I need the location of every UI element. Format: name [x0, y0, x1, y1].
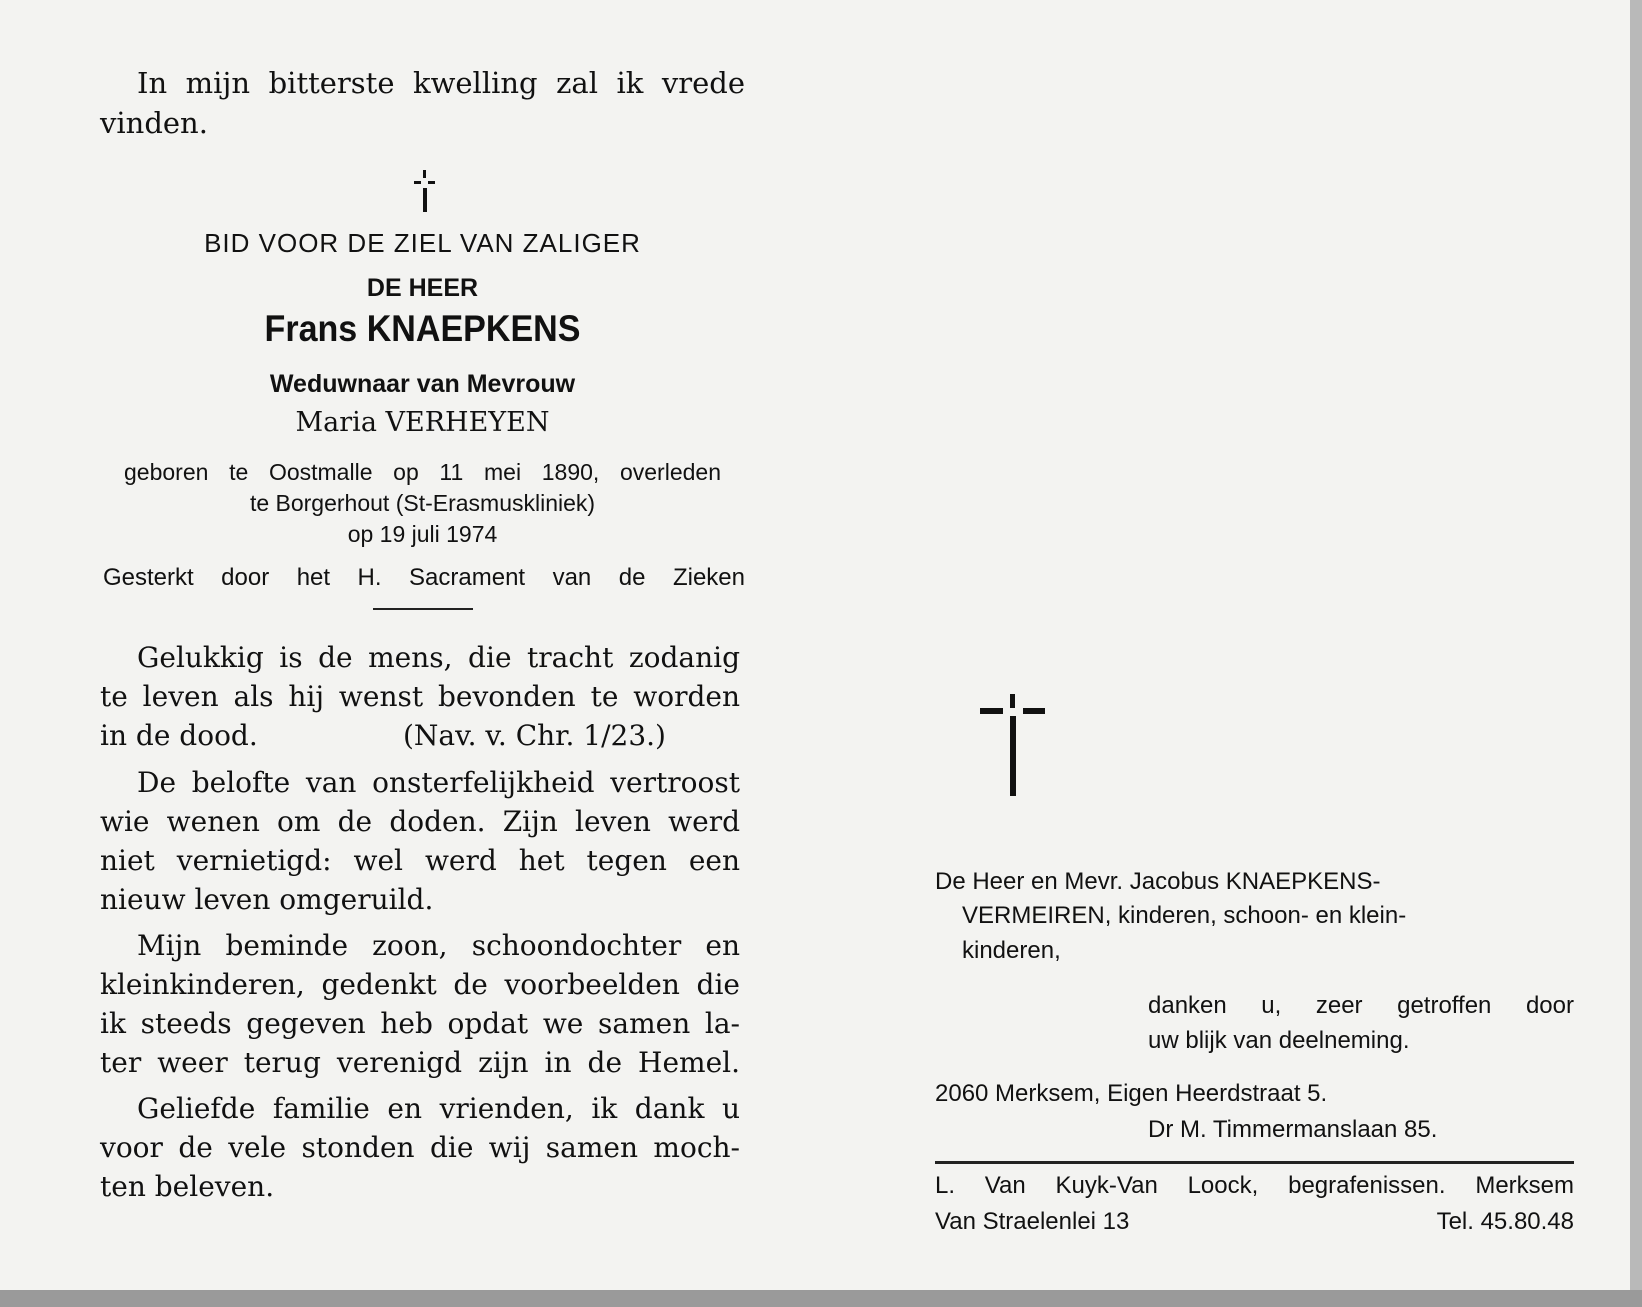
- undertaker-phone: Tel. 45.80.48: [1436, 1208, 1574, 1235]
- verse-p2-l3: niet vernietigd: wel werd het tegen een: [100, 844, 740, 877]
- verse-p3-l3: ik steeds gegeven heb opdat we samen la-: [100, 1007, 740, 1040]
- scan-edge-bottom: [0, 1290, 1642, 1307]
- verse-p3-l2: kleinkinderen, gedenkt de voorbeelden die: [100, 968, 740, 1001]
- verse-p4-l1: Geliefde familie en vrienden, ik dank u: [137, 1092, 740, 1125]
- scan-edge-right: [1630, 0, 1642, 1290]
- thanks-line-1: danken u, zeer getroffen door: [1148, 992, 1574, 1019]
- verse-p3-l1: Mijn beminde zoon, schoondochter en: [137, 929, 740, 962]
- spouse-name: Maria VERHEYEN: [295, 407, 550, 438]
- verse-p2-l2: wie wenen om de doden. Zijn leven werd: [100, 805, 740, 838]
- verse-p2-l4: nieuw leven omgeruild.: [100, 883, 434, 916]
- honorific: DE HEER: [366, 274, 479, 302]
- address-line-1: 2060 Merksem, Eigen Heerdstraat 5.: [935, 1080, 1328, 1107]
- large-cross-icon: [978, 692, 1048, 800]
- quote-line-2: vinden.: [100, 106, 208, 140]
- bio-line-1: geboren te Oostmalle op 11 mei 1890, overleden: [124, 459, 721, 485]
- verse-p2-l1: De belofte van onsterfelijkheid vertroost: [137, 766, 740, 799]
- verse-p1-l1: Gelukkig is de mens, die tracht zodanig: [137, 641, 740, 674]
- small-cross-icon: [410, 170, 440, 215]
- undertaker-street: Van Straelenlei 13: [935, 1208, 1130, 1235]
- verse-p4-l3: ten beleven.: [100, 1170, 275, 1203]
- widower-of: Weduwnaar van Mevrouw: [269, 370, 576, 398]
- family-line-2: VERMEIREN, kinderen, schoon- en klein-: [962, 902, 1407, 929]
- address-line-2: Dr M. Timmermanslaan 85.: [1148, 1116, 1438, 1143]
- prayer-heading: BID VOOR DE ZIEL VAN ZALIGER: [204, 228, 641, 258]
- family-line-3: kinderen,: [962, 937, 1061, 964]
- divider: [373, 608, 473, 610]
- footer-rule: [935, 1161, 1574, 1164]
- undertaker-line-1: L. Van Kuyk-Van Loock, begrafenissen. Merksem: [935, 1172, 1574, 1199]
- verse-p1-l2: te leven als hij wenst bevonden te worden: [100, 680, 740, 713]
- thanks-line-2: uw blijk van deelneming.: [1148, 1027, 1410, 1054]
- deceased-name: Frans KNAEPKENS: [264, 308, 581, 349]
- family-line-1: De Heer en Mevr. Jacobus KNAEPKENS-: [935, 868, 1381, 895]
- verse-p1-l3a: in de dood.: [100, 719, 258, 752]
- quote-line-1: In mijn bitterste kwelling zal ik vrede: [137, 66, 745, 100]
- bio-line-3: op 19 juli 1974: [347, 521, 498, 547]
- verse-p3-l4: ter weer terug verenigd zijn in de Hemel.: [100, 1046, 740, 1079]
- sacrament-line: Gesterkt door het H. Sacrament van de Zieken: [103, 564, 745, 591]
- verse-citation: (Nav. v. Chr. 1/23.): [403, 719, 666, 752]
- verse-p4-l2: voor de vele stonden die wij samen moch-: [100, 1131, 740, 1164]
- bio-line-2: te Borgerhout (St-Erasmuskliniek): [249, 490, 596, 516]
